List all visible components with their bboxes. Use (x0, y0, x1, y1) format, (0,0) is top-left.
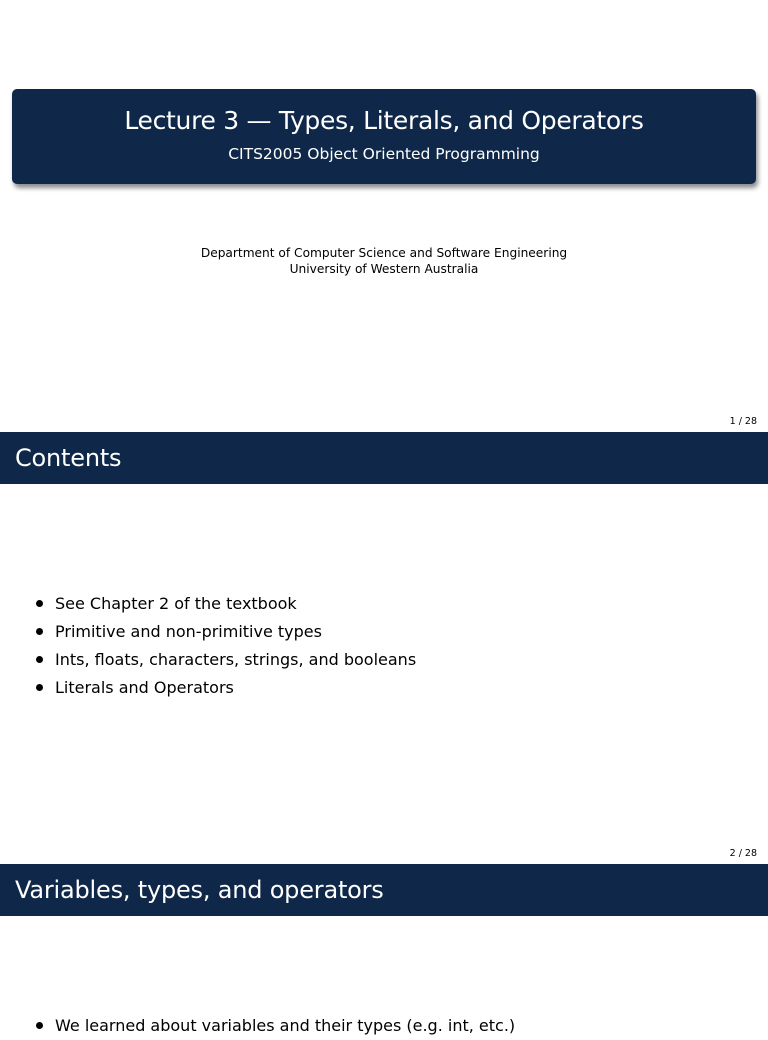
list-item-text: Ints, floats, characters, strings, and booleans (55, 650, 417, 669)
list-item-text: Primitive and non-primitive types (55, 622, 322, 641)
list-item-text: We learned about variables and their types (e.g. int, etc.) (55, 1016, 516, 1035)
bullet-icon (36, 684, 43, 691)
contents-list (36, 590, 416, 702)
title-banner (12, 89, 756, 184)
list-item-text: Literals and Operators (55, 678, 234, 697)
frame-title: Contents (15, 444, 122, 472)
list-item-text: See Chapter 2 of the textbook (55, 594, 297, 613)
bullet-icon (36, 1022, 43, 1029)
list-item (36, 674, 416, 702)
frame-title-bar-variables (0, 864, 768, 916)
bullet-icon (36, 600, 43, 607)
list-item (36, 1012, 515, 1040)
bullet-icon (36, 628, 43, 635)
department-name: Department of Computer Science and Software Engineering (200, 246, 568, 260)
page-number-2: 2 / 28 (729, 848, 757, 859)
page-number-1: 1 / 28 (729, 416, 757, 427)
lecture-title: Lecture 3 — Types, Literals, and Operators (124, 106, 644, 135)
frame-title-bar-contents (0, 432, 768, 484)
list-item (36, 590, 416, 618)
university-name: University of Western Australia (289, 262, 479, 276)
frame-title: Variables, types, and operators (15, 876, 384, 904)
course-subtitle: CITS2005 Object Oriented Programming (228, 145, 540, 163)
list-item (36, 646, 416, 674)
bullet-icon (36, 656, 43, 663)
list-item (36, 618, 416, 646)
